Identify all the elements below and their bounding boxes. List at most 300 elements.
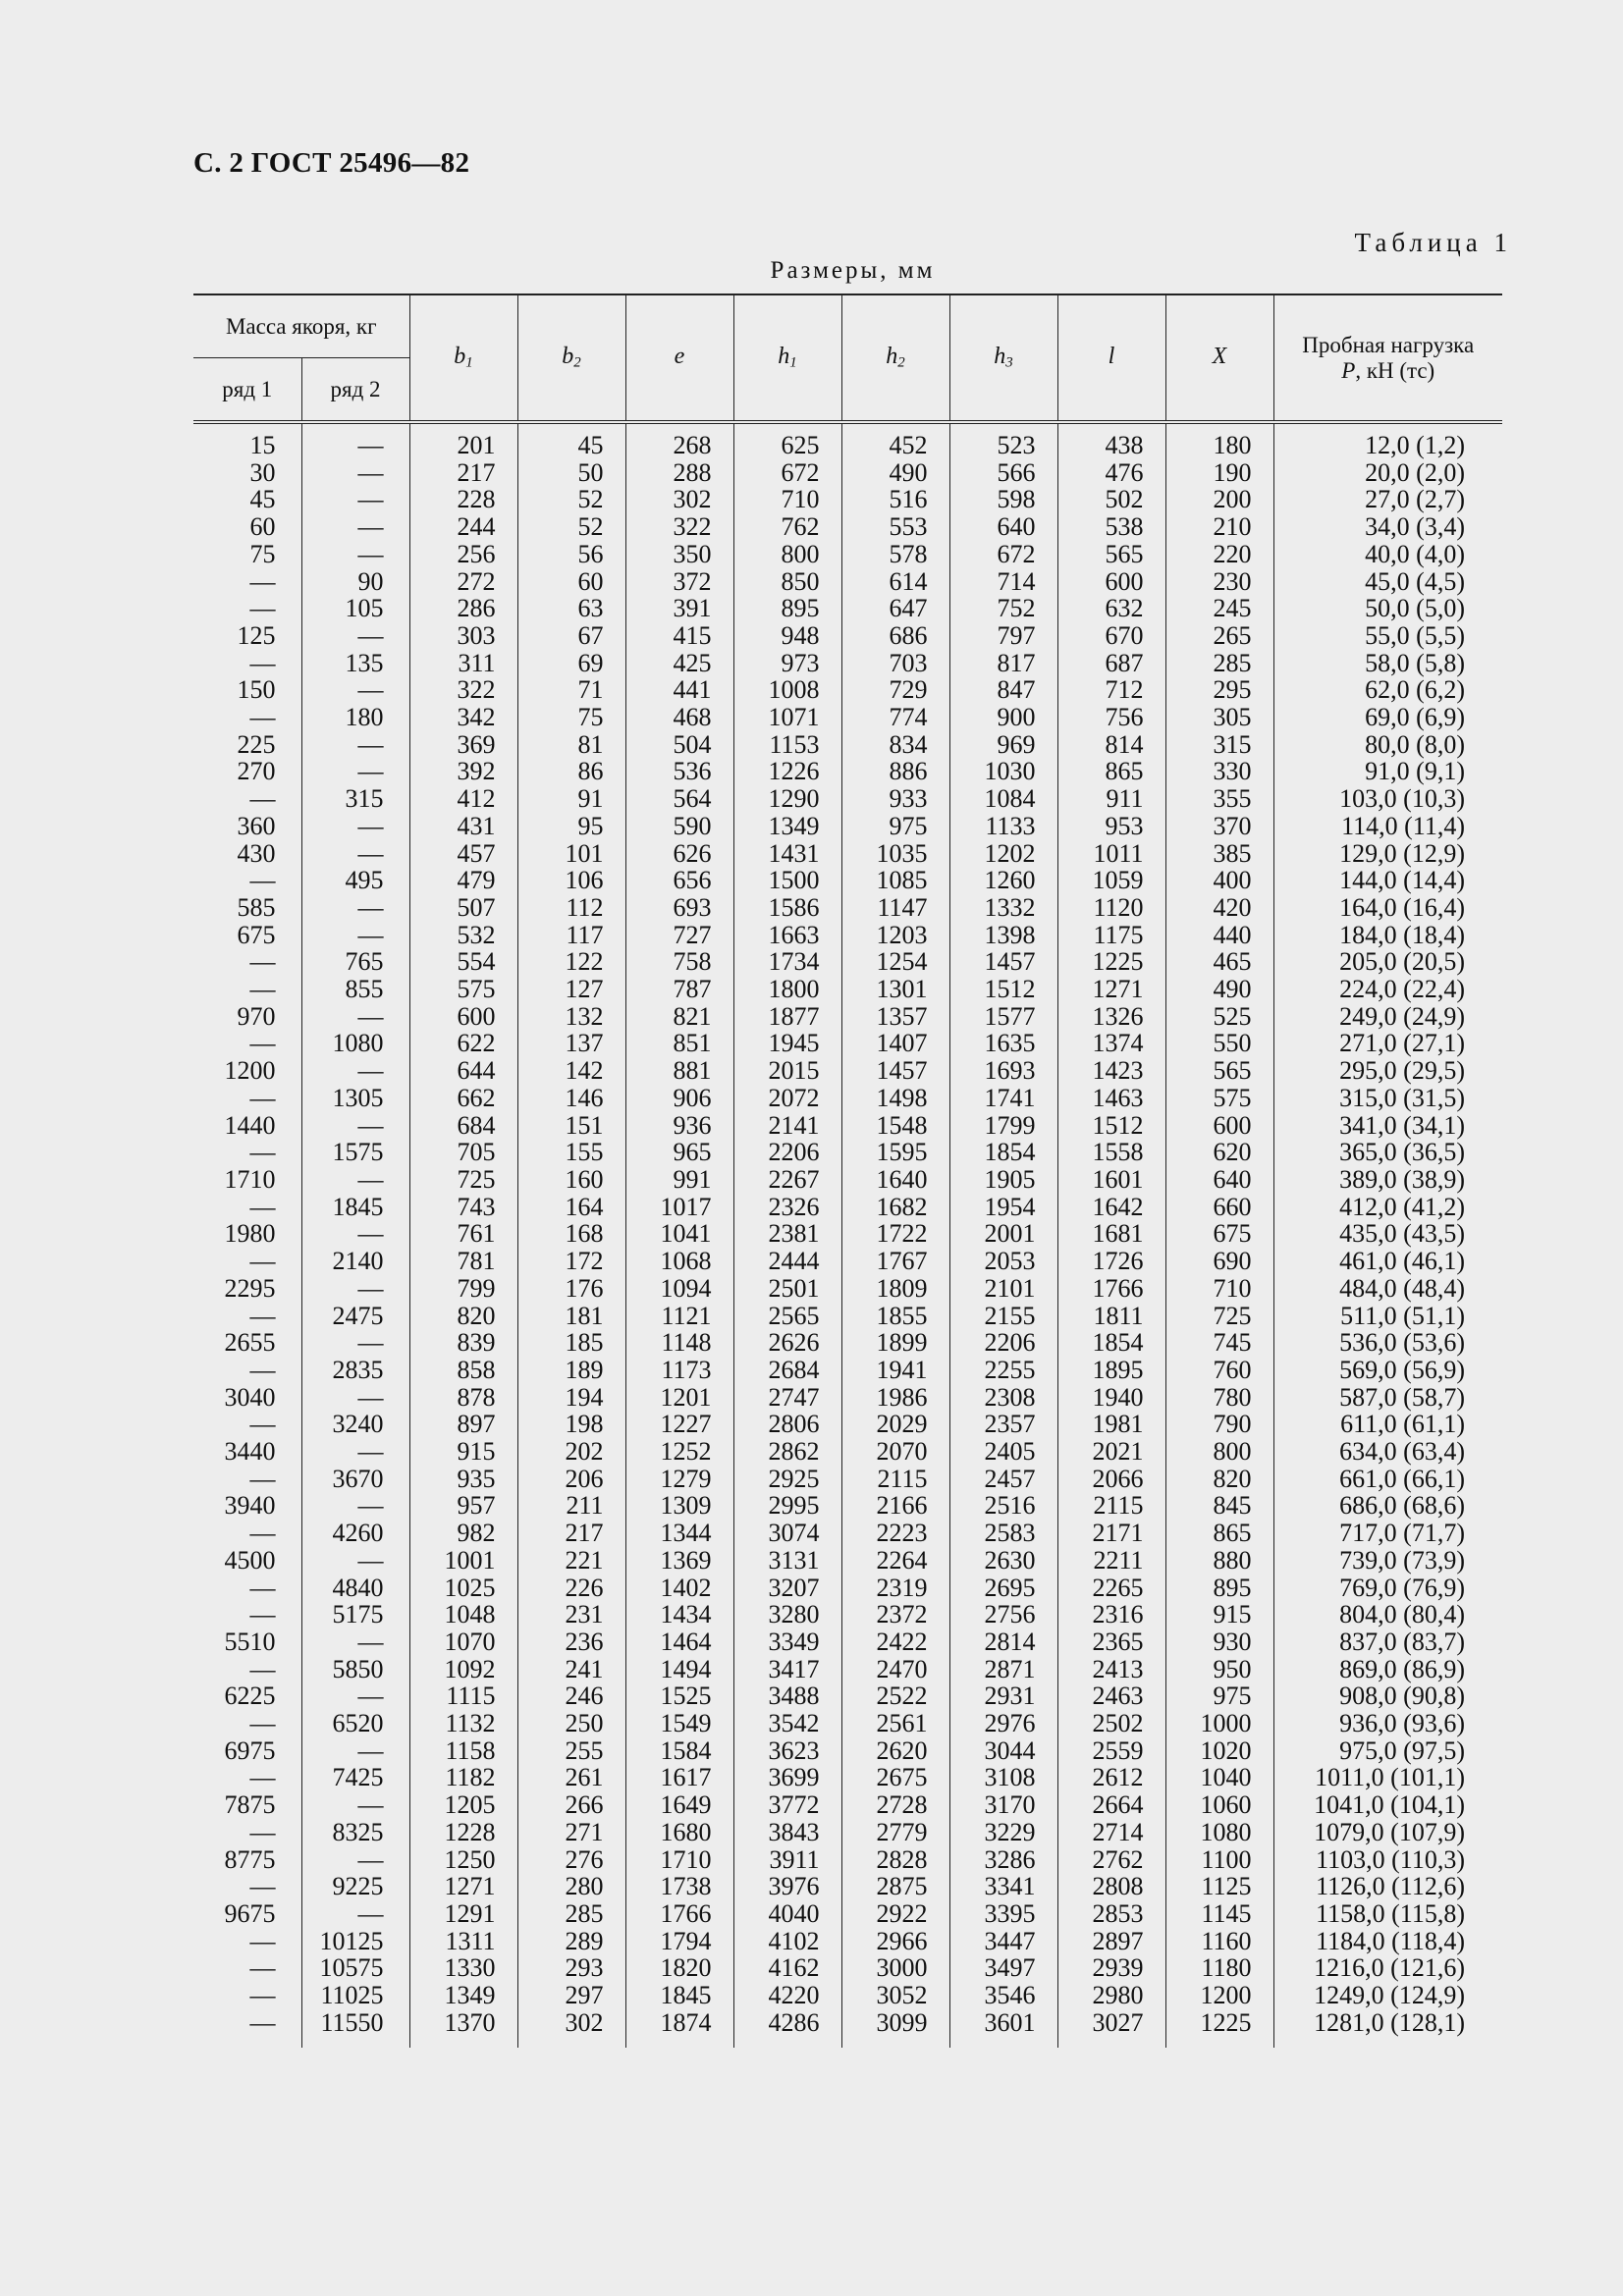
table-cell: 2316: [1057, 1601, 1165, 1629]
table-cell: 1457: [841, 1057, 949, 1085]
table-cell: 438: [1057, 422, 1165, 459]
table-cell: 322: [625, 513, 733, 541]
anchor-dimensions-table: [193, 294, 1502, 2048]
table-cell: 1940: [1057, 1384, 1165, 1412]
table-cell: 45,0 (4,5): [1273, 568, 1502, 596]
table-row: [193, 1656, 1502, 1683]
table-cell: 1000: [1165, 1710, 1273, 1737]
table-cell: —: [249, 1926, 276, 1955]
table-cell: 268: [625, 422, 733, 459]
table-cell: —: [249, 947, 276, 977]
table-cell: 1227: [625, 1411, 733, 1438]
table-cell: 1981: [1057, 1411, 1165, 1438]
table-cell: 271: [517, 1819, 625, 1846]
table-cell: 1575: [301, 1139, 409, 1166]
table-cell: 1464: [625, 1629, 733, 1656]
table-cell: 969: [949, 731, 1057, 759]
table-cell: —: [301, 676, 409, 704]
table-row: [193, 459, 1502, 487]
table-cell: 1291: [409, 1900, 517, 1928]
table-cell: 587,0 (58,7): [1273, 1384, 1502, 1412]
col-subscript: 2: [897, 354, 905, 371]
table-cell: 1071: [733, 704, 841, 731]
table-cell: 103,0 (10,3): [1273, 785, 1502, 813]
table-cell: 360: [237, 811, 276, 840]
table-row: [193, 541, 1502, 568]
table-cell: —: [301, 1112, 409, 1140]
table-cell: 201: [409, 422, 517, 459]
table-cell: 906: [625, 1085, 733, 1112]
table-cell: 385: [1165, 840, 1273, 868]
table-cell: 686: [841, 622, 949, 650]
table-cell: 114,0 (11,4): [1273, 813, 1502, 840]
table-cell: 2808: [1057, 1873, 1165, 1900]
table-cell: 2559: [1057, 1737, 1165, 1765]
table-cell: 315: [301, 785, 409, 813]
table-cell: 2897: [1057, 1928, 1165, 1955]
table-cell: 1132: [409, 1710, 517, 1737]
table-cell: —: [249, 1953, 276, 1983]
table-cell: 1311: [409, 1928, 517, 1955]
table-cell: 2295: [224, 1273, 276, 1303]
table-cell: 15: [249, 431, 276, 459]
table-cell: —: [249, 1573, 276, 1602]
table-cell: 2922: [841, 1900, 949, 1928]
table-cell: —: [249, 1709, 276, 1738]
table-cell: 45: [517, 422, 625, 459]
table-cell: 4286: [733, 2009, 841, 2049]
table-row: [193, 1438, 1502, 1466]
table-cell: 11550: [301, 2009, 409, 2049]
table-cell: 991: [625, 1166, 733, 1194]
table-cell: —: [301, 422, 409, 459]
table-cell: —: [301, 622, 409, 650]
table-cell: 670: [1057, 622, 1165, 650]
table-cell: 2871: [949, 1656, 1057, 1683]
table-cell: 1173: [625, 1357, 733, 1384]
table-cell: 50,0 (5,0): [1273, 595, 1502, 622]
table-cell: 10125: [301, 1928, 409, 1955]
table-cell: 180: [1165, 422, 1273, 459]
table-cell: 246: [517, 1682, 625, 1710]
table-cell: 2728: [841, 1791, 949, 1819]
table-cell: 6520: [301, 1710, 409, 1737]
table-cell: 1148: [625, 1329, 733, 1357]
table-cell: 1250: [409, 1846, 517, 1874]
table-cell: 2931: [949, 1682, 1057, 1710]
table-cell: 322: [409, 676, 517, 704]
table-row: [193, 1601, 1502, 1629]
table-cell: 250: [517, 1710, 625, 1737]
table-cell: 1494: [625, 1656, 733, 1683]
table-cell: 1254: [841, 948, 949, 976]
table-cell: 1577: [949, 1003, 1057, 1031]
table-cell: —: [301, 1003, 409, 1031]
table-cell: 276: [517, 1846, 625, 1874]
table-cell: 236: [517, 1629, 625, 1656]
table-cell: 4220: [733, 1982, 841, 2009]
table-cell: 714: [949, 568, 1057, 596]
table-cell: 1041: [625, 1220, 733, 1248]
table-header: [193, 294, 1502, 422]
table-cell: 710: [733, 486, 841, 513]
table-cell: 516: [841, 486, 949, 513]
table-cell: 814: [1057, 731, 1165, 759]
table-cell: 672: [733, 459, 841, 487]
table-cell: 4500: [224, 1545, 276, 1575]
table-cell: —: [301, 1791, 409, 1819]
test-load-title: Пробная нагрузка: [1302, 332, 1475, 357]
table-cell: —: [249, 1654, 276, 1683]
table-cell: 2966: [841, 1928, 949, 1955]
table-cell: 1693: [949, 1057, 1057, 1085]
table-cell: —: [301, 1682, 409, 1710]
table-cell: 1060: [1165, 1791, 1273, 1819]
table-cell: 1271: [1057, 976, 1165, 1003]
table-cell: 315: [1165, 731, 1273, 759]
table-cell: 758: [625, 948, 733, 976]
table-cell: 295,0 (29,5): [1273, 1057, 1502, 1085]
table-cell: 56: [517, 541, 625, 568]
table-cell: 1330: [409, 1954, 517, 1982]
table-cell: 2501: [733, 1275, 841, 1303]
table-cell: 194: [517, 1384, 625, 1412]
table-cell: 40,0 (4,0): [1273, 541, 1502, 568]
table-cell: 743: [409, 1194, 517, 1221]
table-cell: 1584: [625, 1737, 733, 1765]
table-cell: 851: [625, 1030, 733, 1057]
table-cell: 1008: [733, 676, 841, 704]
table-cell: 63: [517, 595, 625, 622]
table-cell: 575: [409, 976, 517, 1003]
table-cell: 1153: [733, 731, 841, 759]
table-cell: 2980: [1057, 1982, 1165, 2009]
table-cell: 271,0 (27,1): [1273, 1030, 1502, 1057]
table-cell: 712: [1057, 676, 1165, 704]
table-cell: 675: [237, 920, 276, 949]
table-cell: 415: [625, 622, 733, 650]
table-cell: 3601: [949, 2009, 1057, 2049]
table-cell: 1120: [1057, 894, 1165, 922]
table-cell: 1068: [625, 1248, 733, 1275]
table-cell: 1680: [625, 1819, 733, 1846]
table-cell: 2475: [301, 1303, 409, 1330]
table-row: [193, 1057, 1502, 1085]
table-cell: 1085: [841, 867, 949, 894]
table-cell: 255: [517, 1737, 625, 1765]
table-cell: 895: [733, 595, 841, 622]
table-cell: 4840: [301, 1575, 409, 1602]
table-cell: 1370: [409, 2009, 517, 2049]
table-cell: 3699: [733, 1764, 841, 1791]
table-cell: 122: [517, 948, 625, 976]
table-cell: 245: [1165, 595, 1273, 622]
table-cell: 600: [409, 1003, 517, 1031]
table-cell: 821: [625, 1003, 733, 1031]
table-cell: 2413: [1057, 1656, 1165, 1683]
table-cell: 820: [409, 1303, 517, 1330]
table-cell: 265: [1165, 622, 1273, 650]
table-cell: 760: [1165, 1357, 1273, 1384]
table-cell: 137: [517, 1030, 625, 1057]
table-cell: 525: [1165, 1003, 1273, 1031]
table-cell: 585: [237, 892, 276, 922]
table-cell: 804,0 (80,4): [1273, 1601, 1502, 1629]
table-cell: 1766: [1057, 1275, 1165, 1303]
table-cell: 228: [409, 486, 517, 513]
table-cell: 661,0 (66,1): [1273, 1466, 1502, 1493]
table-cell: 2828: [841, 1846, 949, 1874]
table-cell: 1855: [841, 1303, 949, 1330]
col-symbol: h: [778, 344, 790, 370]
table-row: [193, 1357, 1502, 1384]
table-cell: 600: [1165, 1112, 1273, 1140]
table-cell: 1309: [625, 1492, 733, 1520]
table-cell: 1103,0 (110,3): [1273, 1846, 1502, 1874]
table-cell: —: [301, 459, 409, 487]
table-cell: 3542: [733, 1710, 841, 1737]
table-cell: 457: [409, 840, 517, 868]
table-cell: 3497: [949, 1954, 1057, 1982]
table-cell: 9225: [301, 1873, 409, 1900]
table-cell: 1586: [733, 894, 841, 922]
table-cell: —: [249, 1355, 276, 1384]
table-cell: 1079,0 (107,9): [1273, 1819, 1502, 1846]
table-cell: 2101: [949, 1275, 1057, 1303]
table-cell: 129,0 (12,9): [1273, 840, 1502, 868]
table-cell: 564: [625, 785, 733, 813]
table-cell: 550: [1165, 1030, 1273, 1057]
table-cell: 1084: [949, 785, 1057, 813]
table-cell: —: [301, 1275, 409, 1303]
table-row: [193, 1900, 1502, 1928]
table-cell: 820: [1165, 1466, 1273, 1493]
table-cell: 425: [625, 650, 733, 677]
table-cell: 10575: [301, 1954, 409, 1982]
table-cell: 1301: [841, 976, 949, 1003]
table-row: [193, 785, 1502, 813]
table-cell: 60: [517, 568, 625, 596]
table-cell: 150: [237, 675, 276, 705]
table-cell: 4040: [733, 1900, 841, 1928]
table-row: [193, 676, 1502, 704]
table-cell: 125: [237, 620, 276, 650]
table-row: [193, 1384, 1502, 1412]
table-cell: 632: [1057, 595, 1165, 622]
table-cell: 762: [733, 513, 841, 541]
table-cell: —: [301, 1492, 409, 1520]
table-cell: 1722: [841, 1220, 949, 1248]
table-row: [193, 1982, 1502, 2009]
table-cell: —: [249, 566, 276, 596]
table-cell: 1133: [949, 813, 1057, 840]
table-cell: 3280: [733, 1601, 841, 1629]
table-row: [193, 1928, 1502, 1955]
table-cell: 1184,0 (118,4): [1273, 1928, 1502, 1955]
table-cell: 272: [409, 568, 517, 596]
table-cell: —: [249, 1192, 276, 1221]
table-cell: —: [301, 486, 409, 513]
table-cell: 761: [409, 1220, 517, 1248]
table-cell: 2211: [1057, 1547, 1165, 1575]
table-cell: 672: [949, 541, 1057, 568]
table-cell: 91: [517, 785, 625, 813]
table-cell: 1225: [1165, 2009, 1273, 2049]
table-cell: —: [249, 1410, 276, 1439]
table-cell: 435,0 (43,5): [1273, 1220, 1502, 1248]
table-row: [193, 1547, 1502, 1575]
table-cell: 936,0 (93,6): [1273, 1710, 1502, 1737]
table-cell: 180: [301, 704, 409, 731]
table-cell: 210: [1165, 513, 1273, 541]
table-cell: 565: [1057, 541, 1165, 568]
table-cell: 1649: [625, 1791, 733, 1819]
table-cell: 2655: [224, 1328, 276, 1358]
table-cell: 1080: [1165, 1819, 1273, 1846]
table-cell: 881: [625, 1057, 733, 1085]
table-cell: 5850: [301, 1656, 409, 1683]
table-cell: 1115: [409, 1682, 517, 1710]
table-row: [193, 1846, 1502, 1874]
table-cell: 184,0 (18,4): [1273, 922, 1502, 949]
table-cell: 1344: [625, 1520, 733, 1547]
table-cell: 656: [625, 867, 733, 894]
table-cell: 185: [517, 1329, 625, 1357]
table-cell: 729: [841, 676, 949, 704]
table-cell: 266: [517, 1791, 625, 1819]
table-cell: 1180: [1165, 1954, 1273, 1982]
table-cell: —: [249, 1600, 276, 1629]
table-cell: 350: [625, 541, 733, 568]
dimensions-units-label: Размеры, мм: [770, 257, 936, 284]
table-cell: 850: [733, 568, 841, 596]
table-cell: 2814: [949, 1629, 1057, 1656]
table-cell: 3108: [949, 1764, 1057, 1791]
table-cell: 752: [949, 595, 1057, 622]
table-row: [193, 2009, 1502, 2049]
table-cell: 725: [409, 1166, 517, 1194]
table-cell: 62,0 (6,2): [1273, 676, 1502, 704]
table-cell: 2326: [733, 1194, 841, 1221]
table-cell: 502: [1057, 486, 1165, 513]
table-cell: 75: [249, 539, 276, 568]
table-cell: 1635: [949, 1030, 1057, 1057]
table-cell: 1440: [224, 1110, 276, 1140]
table-row: [193, 867, 1502, 894]
table-cell: 1202: [949, 840, 1057, 868]
table-row: [193, 1275, 1502, 1303]
table-cell: 553: [841, 513, 949, 541]
table-cell: 285: [517, 1900, 625, 1928]
table-row: [193, 1682, 1502, 1710]
table-cell: 566: [949, 459, 1057, 487]
table-cell: 135: [301, 650, 409, 677]
table-cell: 554: [409, 948, 517, 976]
table-cell: 1225: [1057, 948, 1165, 976]
table-cell: 1512: [949, 976, 1057, 1003]
table-cell: 644: [409, 1057, 517, 1085]
table-cell: 2875: [841, 1873, 949, 1900]
table-cell: 2267: [733, 1166, 841, 1194]
table-cell: 6225: [224, 1682, 276, 1711]
table-cell: 2115: [1057, 1492, 1165, 1520]
table-cell: 975: [1165, 1682, 1273, 1710]
table-cell: 2015: [733, 1057, 841, 1085]
table-cell: 538: [1057, 513, 1165, 541]
table-cell: 975,0 (97,5): [1273, 1737, 1502, 1765]
table-cell: 930: [1165, 1629, 1273, 1656]
table-cell: —: [249, 1247, 276, 1276]
table-cell: 90: [301, 568, 409, 596]
table-cell: 1147: [841, 894, 949, 922]
table-cell: 1595: [841, 1139, 949, 1166]
table-cell: 1434: [625, 1601, 733, 1629]
table-cell: 1549: [625, 1710, 733, 1737]
table-cell: 244: [409, 513, 517, 541]
table-cell: 705: [409, 1139, 517, 1166]
table-cell: 1040: [1165, 1764, 1273, 1791]
table-cell: 511,0 (51,1): [1273, 1303, 1502, 1330]
table-cell: 2444: [733, 1248, 841, 1275]
table-cell: 132: [517, 1003, 625, 1031]
table-row: [193, 1466, 1502, 1493]
table-row: [193, 622, 1502, 650]
table-cell: 1766: [625, 1900, 733, 1928]
table-cell: 1160: [1165, 1928, 1273, 1955]
table-cell: 476: [1057, 459, 1165, 487]
table-cell: 2995: [733, 1492, 841, 1520]
col-symbol: X: [1212, 344, 1227, 370]
table-cell: 2762: [1057, 1846, 1165, 1874]
table-cell: 172: [517, 1248, 625, 1275]
table-cell: 2140: [301, 1248, 409, 1275]
table-cell: 1249,0 (124,9): [1273, 1982, 1502, 2009]
table-cell: 895: [1165, 1575, 1273, 1602]
table-cell: 2171: [1057, 1520, 1165, 1547]
table-cell: —: [301, 1629, 409, 1656]
table-cell: 1642: [1057, 1194, 1165, 1221]
table-cell: 3040: [224, 1382, 276, 1412]
table-cell: 2853: [1057, 1900, 1165, 1928]
table-cell: 2714: [1057, 1819, 1165, 1846]
table-cell: 1738: [625, 1873, 733, 1900]
table-cell: 1126,0 (112,6): [1273, 1873, 1502, 1900]
table-cell: 105: [301, 595, 409, 622]
table-cell: —: [249, 703, 276, 732]
test-load-header: [1273, 294, 1502, 422]
table-cell: 865: [1057, 758, 1165, 785]
table-cell: 1794: [625, 1928, 733, 1955]
table-cell: 765: [301, 948, 409, 976]
table-cell: 206: [517, 1466, 625, 1493]
table-cell: 1374: [1057, 1030, 1165, 1057]
table-cell: 2630: [949, 1547, 1057, 1575]
table-cell: 297: [517, 1982, 625, 2009]
table-cell: 790: [1165, 1411, 1273, 1438]
table-row: [193, 595, 1502, 622]
table-cell: 817: [949, 650, 1057, 677]
table-cell: —: [301, 813, 409, 840]
table-cell: 1681: [1057, 1220, 1165, 1248]
table-row: [193, 948, 1502, 976]
table-cell: 295: [1165, 676, 1273, 704]
table-cell: 780: [1165, 1384, 1273, 1412]
table-cell: 578: [841, 541, 949, 568]
table-cell: 461,0 (46,1): [1273, 1248, 1502, 1275]
table-row: [193, 976, 1502, 1003]
table-cell: 1895: [1057, 1357, 1165, 1384]
table-cell: 915: [1165, 1601, 1273, 1629]
